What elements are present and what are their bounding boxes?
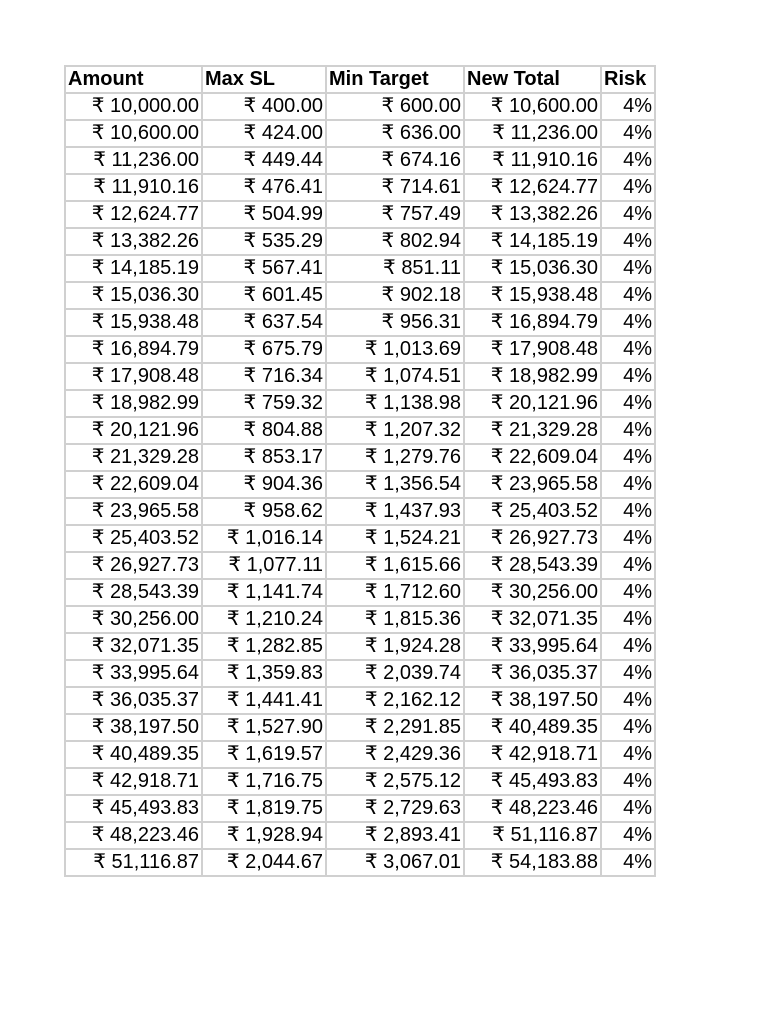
cell-max-sl[interactable]: ₹ 1,016.14 (202, 525, 326, 552)
cell-max-sl[interactable]: ₹ 535.29 (202, 228, 326, 255)
cell-risk[interactable]: 4% (601, 525, 655, 552)
cell-min-target[interactable]: ₹ 1,138.98 (326, 390, 464, 417)
cell-risk[interactable]: 4% (601, 768, 655, 795)
cell-new-total[interactable]: ₹ 30,256.00 (464, 579, 601, 606)
cell-max-sl[interactable]: ₹ 1,282.85 (202, 633, 326, 660)
cell-max-sl[interactable]: ₹ 2,044.67 (202, 849, 326, 876)
cell-min-target[interactable]: ₹ 802.94 (326, 228, 464, 255)
table-row (65, 93, 655, 120)
cell-min-target[interactable]: ₹ 902.18 (326, 282, 464, 309)
cell-max-sl[interactable]: ₹ 601.45 (202, 282, 326, 309)
header-amount[interactable]: Amount (65, 66, 202, 93)
cell-amount[interactable]: ₹ 36,035.37 (65, 687, 202, 714)
cell-max-sl[interactable]: ₹ 400.00 (202, 93, 326, 120)
cell-min-target[interactable]: ₹ 714.61 (326, 174, 464, 201)
cell-min-target[interactable]: ₹ 600.00 (326, 93, 464, 120)
cell-new-total[interactable]: ₹ 11,910.16 (464, 147, 601, 174)
cell-max-sl[interactable]: ₹ 476.41 (202, 174, 326, 201)
table-row (65, 498, 655, 525)
cell-amount[interactable]: ₹ 40,489.35 (65, 741, 202, 768)
cell-new-total[interactable]: ₹ 45,493.83 (464, 768, 601, 795)
cell-risk[interactable]: 4% (601, 120, 655, 147)
cell-amount[interactable]: ₹ 48,223.46 (65, 822, 202, 849)
cell-min-target[interactable]: ₹ 674.16 (326, 147, 464, 174)
cell-max-sl[interactable]: ₹ 1,077.11 (202, 552, 326, 579)
cell-amount[interactable]: ₹ 30,256.00 (65, 606, 202, 633)
header-min-target[interactable]: Min Target (326, 66, 464, 93)
cell-risk[interactable]: 4% (601, 741, 655, 768)
cell-new-total[interactable]: ₹ 26,927.73 (464, 525, 601, 552)
cell-amount[interactable]: ₹ 16,894.79 (65, 336, 202, 363)
cell-amount[interactable]: ₹ 38,197.50 (65, 714, 202, 741)
cell-min-target[interactable]: ₹ 956.31 (326, 309, 464, 336)
table-row (65, 282, 655, 309)
cell-risk[interactable]: 4% (601, 849, 655, 876)
cell-new-total[interactable]: ₹ 15,036.30 (464, 255, 601, 282)
table-row (65, 822, 655, 849)
cell-max-sl[interactable]: ₹ 716.34 (202, 363, 326, 390)
table-row (65, 363, 655, 390)
cell-risk[interactable]: 4% (601, 606, 655, 633)
cell-new-total[interactable]: ₹ 13,382.26 (464, 201, 601, 228)
cell-min-target[interactable]: ₹ 1,712.60 (326, 579, 464, 606)
cell-risk[interactable]: 4% (601, 633, 655, 660)
cell-risk[interactable]: 4% (601, 660, 655, 687)
header-max-sl[interactable]: Max SL (202, 66, 326, 93)
cell-new-total[interactable]: ₹ 12,624.77 (464, 174, 601, 201)
cell-min-target[interactable]: ₹ 1,924.28 (326, 633, 464, 660)
cell-amount[interactable]: ₹ 13,382.26 (65, 228, 202, 255)
cell-amount[interactable]: ₹ 28,543.39 (65, 579, 202, 606)
table-row (65, 201, 655, 228)
table-row (65, 120, 655, 147)
table-row (65, 660, 655, 687)
cell-new-total[interactable]: ₹ 54,183.88 (464, 849, 601, 876)
cell-max-sl[interactable]: ₹ 1,210.24 (202, 606, 326, 633)
cell-new-total[interactable]: ₹ 32,071.35 (464, 606, 601, 633)
table-row (65, 714, 655, 741)
cell-min-target[interactable]: ₹ 2,291.85 (326, 714, 464, 741)
cell-max-sl[interactable]: ₹ 424.00 (202, 120, 326, 147)
cell-amount[interactable]: ₹ 33,995.64 (65, 660, 202, 687)
table-row (65, 417, 655, 444)
table-row (65, 174, 655, 201)
cell-risk[interactable]: 4% (601, 390, 655, 417)
cell-max-sl[interactable]: ₹ 675.79 (202, 336, 326, 363)
cell-max-sl[interactable]: ₹ 1,141.74 (202, 579, 326, 606)
cell-new-total[interactable]: ₹ 42,918.71 (464, 741, 601, 768)
table-row (65, 687, 655, 714)
cell-risk[interactable]: 4% (601, 417, 655, 444)
table-row (65, 795, 655, 822)
table-header (65, 66, 655, 93)
cell-amount[interactable]: ₹ 17,908.48 (65, 363, 202, 390)
cell-min-target[interactable]: ₹ 1,437.93 (326, 498, 464, 525)
cell-min-target[interactable]: ₹ 1,815.36 (326, 606, 464, 633)
cell-min-target[interactable]: ₹ 1,356.54 (326, 471, 464, 498)
cell-amount[interactable]: ₹ 45,493.83 (65, 795, 202, 822)
table-row (65, 255, 655, 282)
cell-min-target[interactable]: ₹ 1,524.21 (326, 525, 464, 552)
cell-max-sl[interactable]: ₹ 1,441.41 (202, 687, 326, 714)
cell-risk[interactable]: 4% (601, 174, 655, 201)
cell-risk[interactable]: 4% (601, 579, 655, 606)
cell-risk[interactable]: 4% (601, 687, 655, 714)
cell-min-target[interactable]: ₹ 1,615.66 (326, 552, 464, 579)
cell-risk[interactable]: 4% (601, 201, 655, 228)
cell-risk[interactable]: 4% (601, 147, 655, 174)
cell-max-sl[interactable]: ₹ 504.99 (202, 201, 326, 228)
table-row (65, 390, 655, 417)
cell-amount[interactable]: ₹ 12,624.77 (65, 201, 202, 228)
cell-new-total[interactable]: ₹ 23,965.58 (464, 471, 601, 498)
cell-risk[interactable]: 4% (601, 795, 655, 822)
cell-new-total[interactable]: ₹ 18,982.99 (464, 363, 601, 390)
cell-risk[interactable]: 4% (601, 255, 655, 282)
cell-max-sl[interactable]: ₹ 958.62 (202, 498, 326, 525)
cell-max-sl[interactable]: ₹ 853.17 (202, 444, 326, 471)
cell-amount[interactable]: ₹ 11,236.00 (65, 147, 202, 174)
cell-max-sl[interactable]: ₹ 1,716.75 (202, 768, 326, 795)
cell-amount[interactable]: ₹ 51,116.87 (65, 849, 202, 876)
cell-risk[interactable]: 4% (601, 498, 655, 525)
cell-new-total[interactable]: ₹ 17,908.48 (464, 336, 601, 363)
table-row (65, 606, 655, 633)
cell-new-total[interactable]: ₹ 10,600.00 (464, 93, 601, 120)
cell-max-sl[interactable]: ₹ 449.44 (202, 147, 326, 174)
cell-max-sl[interactable]: ₹ 637.54 (202, 309, 326, 336)
cell-amount[interactable]: ₹ 23,965.58 (65, 498, 202, 525)
cell-risk[interactable]: 4% (601, 228, 655, 255)
cell-max-sl[interactable]: ₹ 1,359.83 (202, 660, 326, 687)
header-row (65, 66, 655, 93)
cell-amount[interactable]: ₹ 18,982.99 (65, 390, 202, 417)
table-row (65, 552, 655, 579)
cell-max-sl[interactable]: ₹ 759.32 (202, 390, 326, 417)
cell-min-target[interactable]: ₹ 636.00 (326, 120, 464, 147)
cell-min-target[interactable]: ₹ 2,729.63 (326, 795, 464, 822)
cell-new-total[interactable]: ₹ 51,116.87 (464, 822, 601, 849)
cell-max-sl[interactable]: ₹ 904.36 (202, 471, 326, 498)
cell-amount[interactable]: ₹ 14,185.19 (65, 255, 202, 282)
cell-new-total[interactable]: ₹ 21,329.28 (464, 417, 601, 444)
table-row (65, 525, 655, 552)
cell-min-target[interactable]: ₹ 1,074.51 (326, 363, 464, 390)
cell-min-target[interactable]: ₹ 1,207.32 (326, 417, 464, 444)
cell-new-total[interactable]: ₹ 36,035.37 (464, 660, 601, 687)
cell-new-total[interactable]: ₹ 14,185.19 (464, 228, 601, 255)
table-row (65, 309, 655, 336)
table-body (65, 93, 655, 876)
cell-risk[interactable]: 4% (601, 309, 655, 336)
cell-amount[interactable]: ₹ 21,329.28 (65, 444, 202, 471)
cell-new-total[interactable]: ₹ 40,489.35 (464, 714, 601, 741)
cell-amount[interactable]: ₹ 25,403.52 (65, 525, 202, 552)
cell-risk[interactable]: 4% (601, 363, 655, 390)
cell-amount[interactable]: ₹ 15,036.30 (65, 282, 202, 309)
cell-new-total[interactable]: ₹ 15,938.48 (464, 282, 601, 309)
cell-amount[interactable]: ₹ 15,938.48 (65, 309, 202, 336)
cell-risk[interactable]: 4% (601, 471, 655, 498)
cell-min-target[interactable]: ₹ 2,893.41 (326, 822, 464, 849)
cell-risk[interactable]: 4% (601, 714, 655, 741)
cell-new-total[interactable]: ₹ 28,543.39 (464, 552, 601, 579)
cell-amount[interactable]: ₹ 42,918.71 (65, 768, 202, 795)
cell-min-target[interactable]: ₹ 757.49 (326, 201, 464, 228)
cell-risk[interactable]: 4% (601, 282, 655, 309)
cell-min-target[interactable]: ₹ 2,429.36 (326, 741, 464, 768)
cell-new-total[interactable]: ₹ 48,223.46 (464, 795, 601, 822)
cell-new-total[interactable]: ₹ 25,403.52 (464, 498, 601, 525)
cell-max-sl[interactable]: ₹ 1,819.75 (202, 795, 326, 822)
cell-new-total[interactable]: ₹ 11,236.00 (464, 120, 601, 147)
cell-max-sl[interactable]: ₹ 567.41 (202, 255, 326, 282)
cell-min-target[interactable]: ₹ 1,013.69 (326, 336, 464, 363)
cell-risk[interactable]: 4% (601, 444, 655, 471)
table-row (65, 444, 655, 471)
cell-min-target[interactable]: ₹ 2,575.12 (326, 768, 464, 795)
cell-max-sl[interactable]: ₹ 804.88 (202, 417, 326, 444)
table-row (65, 147, 655, 174)
cell-amount[interactable]: ₹ 11,910.16 (65, 174, 202, 201)
table-row (65, 228, 655, 255)
cell-amount[interactable]: ₹ 10,000.00 (65, 93, 202, 120)
cell-amount[interactable]: ₹ 20,121.96 (65, 417, 202, 444)
table-row (65, 741, 655, 768)
table-row (65, 633, 655, 660)
cell-min-target[interactable]: ₹ 3,067.01 (326, 849, 464, 876)
cell-amount[interactable]: ₹ 26,927.73 (65, 552, 202, 579)
cell-max-sl[interactable]: ₹ 1,527.90 (202, 714, 326, 741)
table-row (65, 849, 655, 876)
cell-new-total[interactable]: ₹ 38,197.50 (464, 687, 601, 714)
header-risk[interactable]: Risk (601, 66, 655, 93)
cell-risk[interactable]: 4% (601, 336, 655, 363)
cell-max-sl[interactable]: ₹ 1,928.94 (202, 822, 326, 849)
table-row (65, 579, 655, 606)
cell-amount[interactable]: ₹ 22,609.04 (65, 471, 202, 498)
header-new-total[interactable]: New Total (464, 66, 601, 93)
table-row (65, 768, 655, 795)
table-row (65, 471, 655, 498)
cell-min-target[interactable]: ₹ 2,162.12 (326, 687, 464, 714)
cell-min-target[interactable]: ₹ 851.11 (326, 255, 464, 282)
cell-risk[interactable]: 4% (601, 552, 655, 579)
cell-risk[interactable]: 4% (601, 93, 655, 120)
risk-table (64, 65, 656, 877)
cell-min-target[interactable]: ₹ 1,279.76 (326, 444, 464, 471)
cell-amount[interactable]: ₹ 10,600.00 (65, 120, 202, 147)
cell-new-total[interactable]: ₹ 16,894.79 (464, 309, 601, 336)
table-row (65, 336, 655, 363)
cell-min-target[interactable]: ₹ 2,039.74 (326, 660, 464, 687)
cell-new-total[interactable]: ₹ 33,995.64 (464, 633, 601, 660)
cell-max-sl[interactable]: ₹ 1,619.57 (202, 741, 326, 768)
cell-amount[interactable]: ₹ 32,071.35 (65, 633, 202, 660)
cell-new-total[interactable]: ₹ 22,609.04 (464, 444, 601, 471)
cell-risk[interactable]: 4% (601, 822, 655, 849)
cell-new-total[interactable]: ₹ 20,121.96 (464, 390, 601, 417)
